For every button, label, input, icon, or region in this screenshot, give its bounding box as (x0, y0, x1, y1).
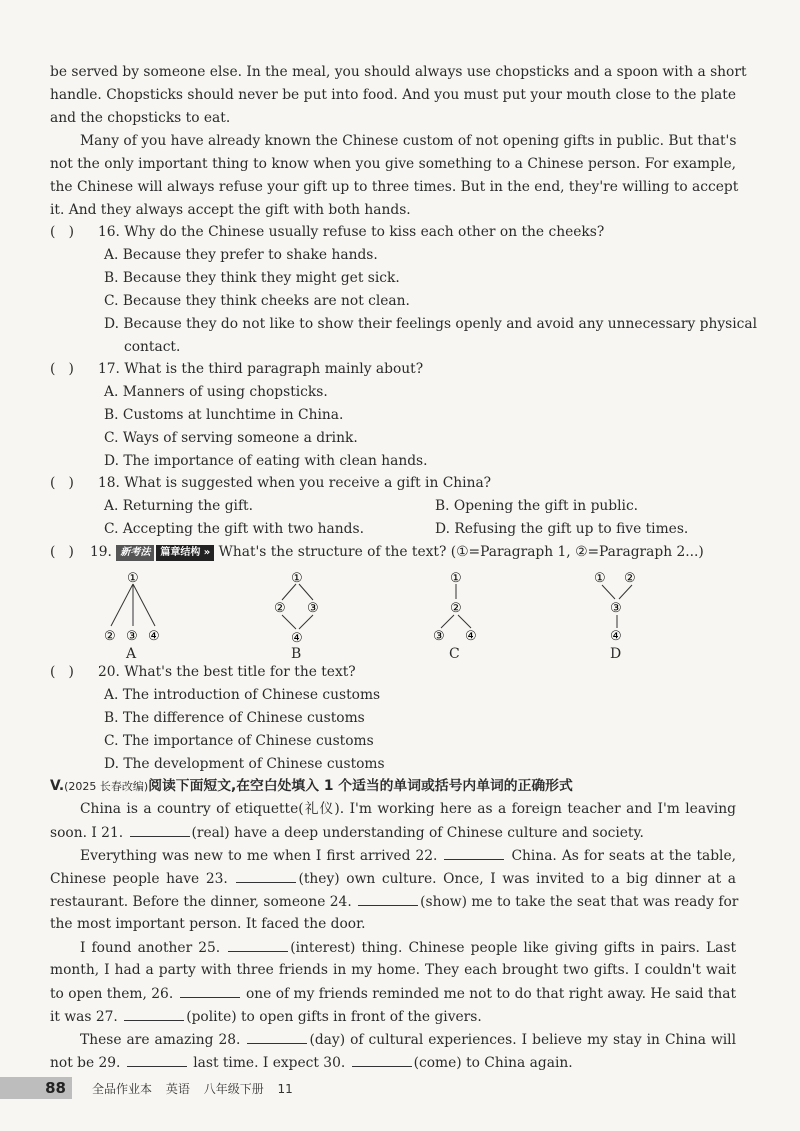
option-d-cont: contact. (124, 339, 181, 355)
option-d[interactable]: D. The development of Chinese customs (104, 756, 385, 772)
book-info (92, 1080, 303, 1097)
option-a[interactable]: A. The introduction of Chinese customs (104, 687, 381, 703)
structure-diagram-c[interactable] (428, 568, 484, 650)
node-2: ② (274, 601, 286, 616)
question-18: ( ) 18. What is suggested when you receive a gift in China? (50, 475, 492, 491)
option-b[interactable]: B. Opening the gift in public. (435, 498, 639, 514)
question-19: ( ) 19. 新考法 篇章结构 » What's the structure of the text? (①=Paragraph 1, ②=Paragraph 2...) (50, 542, 704, 562)
passage-line: month, I had a party with three friends in my home. They each brought two gifts. I couldn't wait (50, 962, 736, 978)
blank-29[interactable] (127, 1052, 187, 1067)
structure-diagram-a[interactable] (100, 568, 170, 650)
node-1: ① (291, 571, 303, 586)
passage-line: not be 29. last time. I expect 30. (come) to China again. (50, 1052, 736, 1073)
passage-line: the most important person. It faced the door. (50, 916, 366, 932)
structure-tag: 篇章结构 » (156, 545, 214, 561)
section-instruction: 阅读下面短文,在空白处填入 1 个适当的单词或括号内单词的正确形式 (148, 778, 573, 794)
passage-line: the Chinese will always refuse your gift up to three times. But in the end, they're willing to accept (50, 179, 739, 195)
passage-line: Everything was new to me when I first arrived 22. China. As for seats at the table, (80, 845, 736, 866)
passage-line: These are amazing 28. (day) of cultural experiences. I believe my stay in China will (80, 1029, 736, 1050)
option-b[interactable]: B. Customs at lunchtime in China. (104, 407, 344, 423)
structure-diagram-d[interactable] (590, 568, 646, 650)
passage-line: and the chopsticks to eat. (50, 110, 231, 126)
blank-22[interactable] (444, 845, 504, 860)
question-17: ( ) 17. What is the third paragraph mainly about? (50, 361, 424, 377)
new-method-tag: 新考法 (116, 545, 154, 561)
question-stem: 17. What is the third paragraph mainly about? (98, 361, 424, 377)
passage-line: I found another 25. (interest) thing. Chinese people like giving gifts in pairs. Last (80, 937, 736, 958)
book-grade: 八年级下册 (203, 1082, 264, 1096)
passage-line: restaurant. Before the dinner, someone 24. (show) me to take the seat that was ready for (50, 891, 736, 912)
option-c[interactable]: C. The importance of Chinese customs (104, 733, 374, 749)
question-stem: 16. Why do the Chinese usually refuse to kiss each other on the cheeks? (98, 224, 605, 240)
blank-28[interactable] (247, 1029, 307, 1044)
blank-24[interactable] (358, 891, 418, 906)
node-2: ② (450, 601, 462, 616)
option-d[interactable]: D. Because they do not like to show their feelings openly and avoid any unnecessary physical (104, 316, 758, 332)
option-d[interactable]: D. Refusing the gift up to five times. (435, 521, 689, 537)
question-20: ( ) 20. What's the best title for the text? (50, 664, 356, 680)
section-v-heading: V.(2025 长春改编)阅读下面短文,在空白处填入 1 个适当的单词或括号内单词的正确形式 (50, 778, 573, 794)
section-source: (2025 长春改编) (64, 780, 149, 793)
node-4: ④ (610, 629, 622, 644)
node-4: ④ (148, 629, 160, 644)
diagram-label-a: A (126, 646, 137, 662)
option-c[interactable]: C. Accepting the gift with two hands. (104, 521, 364, 537)
passage-line: China is a country of etiquette(礼仪). I'm working here as a foreign teacher and I'm leaving (80, 801, 736, 817)
blank-25[interactable] (228, 937, 288, 952)
node-1: ① (450, 571, 462, 586)
question-stem: 20. What's the best title for the text? (98, 664, 356, 680)
blank-27[interactable] (124, 1006, 184, 1021)
passage-line: handle. Chopsticks should never be put into food. And you must put your mouth close to the plate (50, 87, 736, 103)
book-extra: 11 (277, 1082, 293, 1096)
diagram-label-b: B (291, 646, 302, 662)
blank-21[interactable] (130, 822, 190, 837)
option-b[interactable]: B. The difference of Chinese customs (104, 710, 365, 726)
option-a[interactable]: A. Manners of using chopsticks. (104, 384, 328, 400)
node-3: ③ (307, 601, 319, 616)
passage-line: not the only important thing to know when you give something to a Chinese person. For example, (50, 156, 736, 172)
diagram-label-d: D (610, 646, 622, 662)
question-stem: What's the structure of the text? (①=Paragraph 1, ②=Paragraph 2...) (218, 544, 704, 560)
node-4: ④ (465, 629, 477, 644)
passage-line: it. And they always accept the gift with both hands. (50, 202, 411, 218)
option-a[interactable]: A. Because they prefer to shake hands. (104, 247, 378, 263)
passage-line: it was 27. (polite) to open gifts in front of the givers. (50, 1006, 736, 1027)
node-2: ② (624, 571, 636, 586)
node-3: ③ (610, 601, 622, 616)
passage-line: Many of you have already known the Chinese custom of not opening gifts in public. But that's (80, 133, 737, 149)
page-number: 88 (0, 1077, 72, 1099)
book-title: 全品作业本 (92, 1082, 153, 1096)
blank-26[interactable] (180, 983, 240, 998)
option-a[interactable]: A. Returning the gift. (104, 498, 253, 514)
question-stem: 18. What is suggested when you receive a gift in China? (98, 475, 492, 491)
blank-30[interactable] (352, 1052, 412, 1067)
node-1: ① (127, 571, 139, 586)
option-d[interactable]: D. The importance of eating with clean hands. (104, 453, 428, 469)
option-c[interactable]: C. Ways of serving someone a drink. (104, 430, 358, 446)
passage-line: soon. I 21. (real) have a deep understanding of Chinese culture and society. (50, 822, 736, 843)
diagram-label-c: C (449, 646, 460, 662)
node-1: ① (594, 571, 606, 586)
option-c[interactable]: C. Because they think cheeks are not clean. (104, 293, 410, 309)
node-4: ④ (291, 631, 303, 646)
passage-line: be served by someone else. In the meal, you should always use chopsticks and a spoon with a short (50, 64, 747, 80)
book-subject: 英语 (165, 1082, 190, 1096)
structure-diagram-b[interactable] (268, 568, 328, 650)
option-b[interactable]: B. Because they think they might get sick. (104, 270, 400, 286)
question-16: ( ) 16. Why do the Chinese usually refuse to kiss each other on the cheeks? (50, 224, 605, 240)
passage-line: Chinese people have 23. (they) own culture. Once, I was invited to a big dinner at a (50, 868, 736, 889)
node-3: ③ (433, 629, 445, 644)
node-3: ③ (126, 629, 138, 644)
node-2: ② (104, 629, 116, 644)
passage-line: to open them, 26. one of my friends reminded me not to do that right away. He said that (50, 983, 736, 1004)
blank-23[interactable] (236, 868, 296, 883)
